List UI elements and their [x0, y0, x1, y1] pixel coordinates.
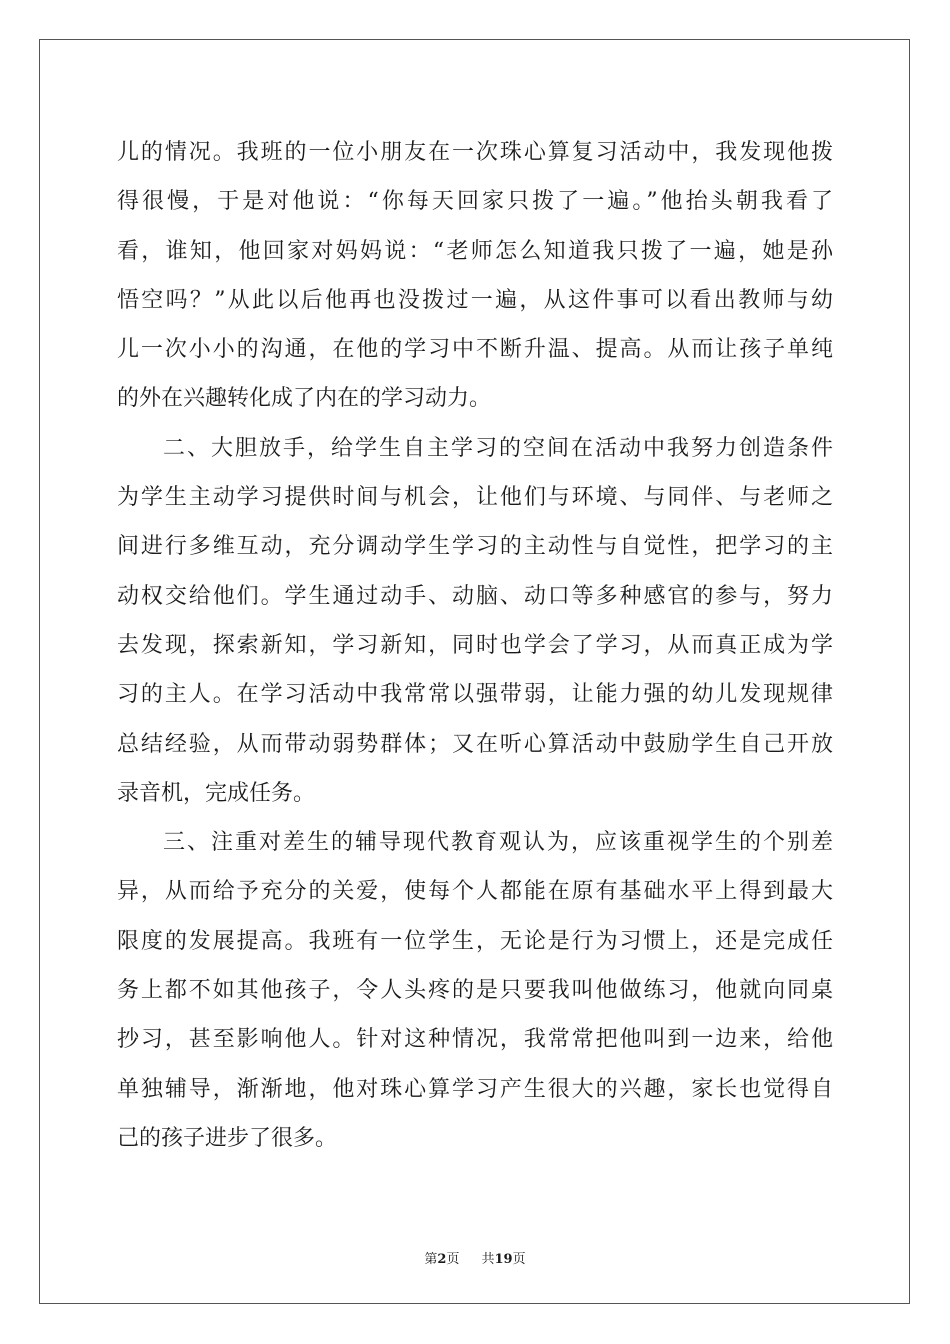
text-line: 的外在兴趣转化成了内在的学习动力。	[117, 386, 492, 412]
text-line: 看，谁知，他回家对妈妈说：“老师怎么知道我只拨了一遍，她是孙	[117, 238, 833, 264]
total-suffix: 页	[512, 1252, 526, 1267]
page-suffix: 页	[446, 1252, 460, 1267]
text-line: 己的孩子进步了很多。	[117, 1125, 338, 1151]
paragraph	[117, 128, 833, 424]
text-line: 三、注重对差生的辅导现代教育观认为，应该重视学生的个别差	[163, 830, 833, 856]
text-line: 得很慢，于是对他说：“你每天回家只拨了一遍。”他抬头朝我看了	[117, 189, 833, 215]
text-line: 悟空吗？”从此以后他再也没拨过一遍，从这件事可以看出教师与幼	[117, 287, 833, 313]
text-line: 单独辅导，渐渐地，他对珠心算学习产生很大的兴趣，家长也觉得自	[117, 1076, 833, 1102]
total-pages-label	[481, 1252, 525, 1267]
document-body	[117, 128, 833, 1163]
total-pages: 19	[494, 1252, 513, 1267]
text-line: 录音机，完成任务。	[117, 780, 316, 806]
total-prefix: 共	[481, 1252, 495, 1267]
text-line: 为学生主动学习提供时间与机会，让他们与环境、与同伴、与老师之	[117, 485, 833, 511]
text-line: 去发现，探索新知，学习新知，同时也学会了学习，从而真正成为学	[117, 632, 833, 658]
text-line: 儿的情况。我班的一位小朋友在一次珠心算复习活动中，我发现他拨	[117, 140, 833, 165]
text-line: 动权交给他们。学生通过动手、动脑、动口等多种感官的参与，努力	[117, 583, 833, 609]
page-prefix: 第	[424, 1252, 438, 1267]
page-footer	[0, 1248, 950, 1267]
text-line: 总结经验，从而带动弱势群体；又在听心算活动中鼓励学生自己开放	[117, 731, 833, 757]
page-number: 2	[437, 1252, 447, 1267]
text-line: 间进行多维互动，充分调动学生学习的主动性与自觉性，把学习的主	[117, 534, 833, 560]
page-number-label	[424, 1252, 459, 1267]
paragraph	[117, 424, 833, 818]
text-line: 二、大胆放手，给学生自主学习的空间在活动中我努力创造条件	[163, 435, 833, 461]
text-line: 儿一次小小的沟通，在他的学习中不断升温、提高。从而让孩子单纯	[117, 337, 833, 363]
text-line: 务上都不如其他孩子，令人头疼的是只要我叫他做练习，他就向同桌	[117, 978, 833, 1004]
paragraph	[117, 818, 833, 1163]
text-line: 抄习，甚至影响他人。针对这种情况，我常常把他叫到一边来，给他	[117, 1027, 833, 1053]
text-line: 异，从而给予充分的关爱，使每个人都能在原有基础水平上得到最大	[117, 879, 833, 905]
text-line: 限度的发展提高。我班有一位学生，无论是行为习惯上，还是完成任	[117, 928, 833, 954]
text-line: 习的主人。在学习活动中我常常以强带弱，让能力强的幼儿发现规律	[117, 682, 833, 708]
